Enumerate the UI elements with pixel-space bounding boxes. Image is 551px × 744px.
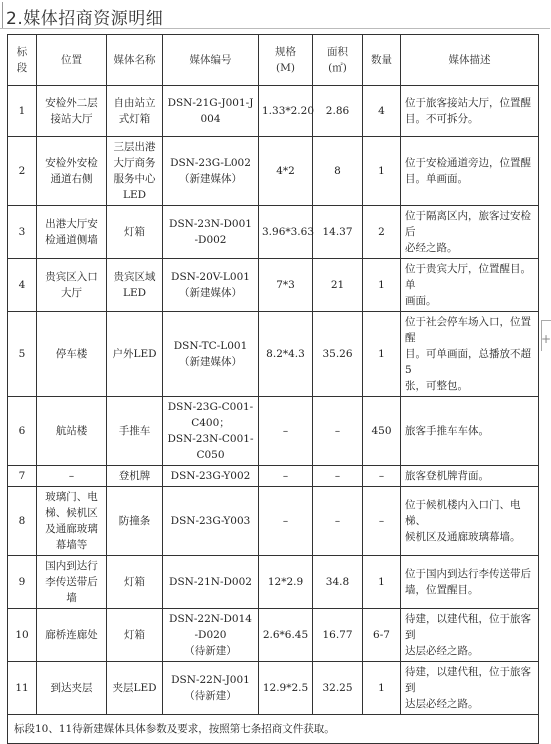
cell-line: DSN-23N-D001 (169, 218, 252, 230)
cell-line: 8.2*4.3 (266, 348, 305, 360)
cell-line: -D002 (194, 234, 227, 246)
cell-col-location (37, 206, 107, 259)
cell-line: 旅客登机牌背面。 (405, 470, 489, 482)
cell-line: 防撞条 (118, 515, 151, 527)
cell-col-area (313, 397, 363, 466)
cell-line: 4 (18, 279, 26, 291)
cell-line: DSN-23G-L002 (170, 157, 251, 169)
cell-col-media-code (163, 86, 259, 137)
cell-line: 待建，以建代租，位于旅客到 (405, 666, 531, 694)
cell-line: 004 (200, 113, 221, 125)
cell-line: 自由站立 (113, 97, 156, 109)
cell-line: 7*3 (276, 279, 295, 291)
cell-line: 媒体名称 (113, 54, 156, 66)
cell-col-area (313, 86, 363, 137)
cell-col-location (37, 259, 107, 312)
cell-line: 检通道侧墙 (45, 234, 98, 246)
cell-line: 必经之路。 (405, 242, 458, 254)
cell-line: 8 (334, 165, 341, 177)
cell-col-location (37, 86, 107, 137)
cell-line: 6 (18, 425, 26, 437)
cell-line: 灯箱 (124, 226, 145, 238)
cell-line: 10 (15, 629, 29, 641)
cell-line: 目。单画面。 (405, 173, 468, 185)
cell-col-media-name (107, 312, 163, 397)
cell-line: – (334, 470, 341, 482)
cell-line: 2.86 (325, 105, 350, 117)
table-row (8, 487, 539, 556)
cell-line: （待新建） (184, 645, 237, 657)
cell-col-spec (259, 556, 313, 609)
cell-line: 户外LED (112, 348, 157, 360)
cell-line: 服务中心 (113, 173, 156, 185)
cell-line: -D020 (194, 629, 227, 641)
cell-col-media-code (163, 662, 259, 715)
cell-col-media-name (107, 487, 163, 556)
cell-line: DSN-23N-C001- (167, 433, 254, 445)
cell-col-area (313, 609, 363, 662)
cell-line: 3.96*3.63 (262, 226, 315, 238)
cell-line: 接站大厅 (50, 113, 93, 125)
cell-line: 2 (18, 165, 26, 177)
cell-col-media-name (107, 662, 163, 715)
cell-col-quantity (363, 487, 401, 556)
header-col-area (313, 35, 363, 86)
cell-line: 16.77 (322, 629, 353, 641)
media-resource-table (7, 34, 539, 744)
cell-line: 目。不可拆分。 (405, 113, 479, 125)
cell-line: 张，可整包。 (405, 380, 468, 392)
cell-col-media-code (163, 206, 259, 259)
cell-line: 位于隔离区内，旅客过安检后 (405, 210, 531, 238)
cell-line: 数量 (371, 54, 392, 66)
cell-line: 安检外安检 (45, 157, 98, 169)
cell-line: 贵宾区域 (113, 271, 156, 283)
cell-line: 夹层LED (112, 682, 157, 694)
header-col-media-code (163, 35, 259, 86)
cell-line: 8 (18, 515, 26, 527)
cell-col-quantity (363, 206, 401, 259)
cell-line: 大厅商务 (113, 157, 156, 169)
cell-line: 位于国内到达行李传送带后 (405, 568, 531, 580)
cell-col-description (401, 206, 539, 259)
cell-col-quantity (363, 259, 401, 312)
header-col-section (8, 35, 37, 86)
cell-line: 2.6*6.45 (262, 629, 309, 641)
cell-col-location (37, 487, 107, 556)
cell-col-spec (259, 466, 313, 487)
header-col-media-name (107, 35, 163, 86)
cell-col-section (8, 556, 37, 609)
cell-line: 国内到达行 (45, 560, 98, 572)
cell-col-area (313, 487, 363, 556)
cell-line: 墙，位置醒目。 (405, 584, 479, 596)
cell-col-description (401, 259, 539, 312)
header-col-quantity (363, 35, 401, 86)
cell-col-media-name (107, 466, 163, 487)
cell-col-section (8, 206, 37, 259)
cell-col-description (401, 609, 539, 662)
cell-line: （新建媒体） (179, 173, 242, 185)
cell-line: 式灯箱 (118, 113, 151, 125)
table-note-row (8, 715, 539, 744)
cell-line: 1 (18, 105, 26, 117)
cell-line: 李传送带后 (45, 576, 98, 588)
table-note: 标段10、11待新建媒体具体参数及要求，按照第七条招商文件获取。 (8, 715, 539, 744)
cell-col-location (37, 137, 107, 206)
cell-col-quantity (363, 397, 401, 466)
cell-col-description (401, 397, 539, 466)
cell-col-quantity (363, 466, 401, 487)
cell-line: 玻璃门、电 (45, 491, 98, 503)
table-row (8, 259, 539, 312)
cell-line: 面积 (327, 46, 348, 58)
cell-line: 1 (378, 279, 385, 291)
cell-col-media-name (107, 556, 163, 609)
cell-col-media-code (163, 397, 259, 466)
cell-col-media-name (107, 206, 163, 259)
cell-line: 灯箱 (124, 629, 145, 641)
cell-col-quantity (363, 86, 401, 137)
cell-line: DSN-22N-J001 (171, 674, 250, 686)
cell-line: 画面。 (405, 295, 437, 307)
cell-col-section (8, 487, 37, 556)
cell-col-section (8, 662, 37, 715)
cell-line: 位于旅客接站大厅，位置醒 (405, 97, 531, 109)
cell-line: – (282, 470, 289, 482)
table-row (8, 556, 539, 609)
cell-col-description (401, 662, 539, 715)
cell-line: （新建媒体） (179, 356, 242, 368)
cell-col-area (313, 662, 363, 715)
cell-col-section (8, 397, 37, 466)
cell-col-media-code (163, 466, 259, 487)
cell-line: C400； (191, 417, 230, 429)
cell-line: 大厅 (61, 287, 82, 299)
cell-col-area (313, 206, 363, 259)
cell-col-media-name (107, 259, 163, 312)
table-row (8, 137, 539, 206)
cell-col-quantity (363, 556, 401, 609)
cell-line: 标 (16, 46, 28, 58)
cell-line: 4 (378, 105, 385, 117)
cell-line: 4*2 (276, 165, 295, 177)
cell-line: 1.33*2.20 (262, 105, 315, 117)
cell-line: DSN-22N-D014 (169, 613, 252, 625)
cell-line: 规格 (275, 46, 296, 58)
cell-col-description (401, 312, 539, 397)
cell-line: DSN-TC-L001 (173, 340, 248, 352)
table-row (8, 466, 539, 487)
cell-col-media-code (163, 556, 259, 609)
cell-col-area (313, 466, 363, 487)
cell-line: 450 (371, 425, 392, 437)
cell-line: LED (122, 287, 147, 299)
cell-col-location (37, 609, 107, 662)
cell-line: 达层必经之路。 (405, 698, 479, 710)
cell-line: 待建，以建代租，位于旅客到 (405, 613, 531, 641)
table-header-row (8, 35, 539, 86)
cell-col-description (401, 86, 539, 137)
cell-line: 9 (18, 576, 26, 588)
cell-line: 段 (16, 62, 28, 74)
cell-col-area (313, 556, 363, 609)
cell-line: – (282, 425, 289, 437)
cell-col-location (37, 397, 107, 466)
cell-line: 12.9*2.5 (262, 682, 309, 694)
table-row (8, 206, 539, 259)
cell-col-spec (259, 259, 313, 312)
cell-col-section (8, 609, 37, 662)
table-row (8, 312, 539, 397)
cell-col-spec (259, 137, 313, 206)
cell-line: 6-7 (373, 629, 390, 641)
cell-line: 11 (15, 682, 29, 694)
cell-line: DSN-21G-J001-J (167, 97, 254, 109)
cell-col-location (37, 466, 107, 487)
cell-line: 1 (378, 682, 385, 694)
cell-line: DSN-23G-Y003 (170, 515, 251, 527)
cell-col-area (313, 259, 363, 312)
cell-col-section (8, 259, 37, 312)
cell-col-spec (259, 609, 313, 662)
cell-line: 7 (18, 470, 26, 482)
cell-col-media-code (163, 259, 259, 312)
cell-col-media-code (163, 137, 259, 206)
cell-line: (M) (276, 62, 295, 74)
cell-line: – (378, 470, 385, 482)
cell-line: – (282, 515, 289, 527)
page-title: 2.媒体招商资源明细 (6, 9, 164, 29)
cell-col-section (8, 86, 37, 137)
cell-line: – (378, 515, 385, 527)
cell-line: 出港大厅安 (45, 218, 98, 230)
cell-col-area (313, 312, 363, 397)
cell-col-quantity (363, 662, 401, 715)
cell-line: （待新建） (184, 690, 237, 702)
cell-line: 幕墙等 (55, 539, 88, 551)
cell-line: LED (122, 189, 147, 201)
header-col-location (37, 35, 107, 86)
cell-line: 停车楼 (55, 348, 88, 360)
cell-col-description (401, 556, 539, 609)
cell-line: 通道右侧 (50, 173, 93, 185)
cell-col-location (37, 556, 107, 609)
cell-col-description (401, 137, 539, 206)
cell-line: 灯箱 (124, 576, 145, 588)
cell-line: 位于候机楼内入口门、电梯、 (405, 499, 521, 527)
cell-line: 廊桥连廊处 (45, 629, 98, 641)
cell-col-spec (259, 397, 313, 466)
cell-col-media-name (107, 137, 163, 206)
cell-line: 三层出港 (113, 141, 156, 153)
cell-line: 手推车 (118, 425, 151, 437)
cell-line: 候机区及通廊玻璃幕墙。 (405, 531, 521, 543)
cell-line: – (334, 425, 341, 437)
cell-line: 达层必经之路。 (405, 645, 479, 657)
cell-line: – (68, 470, 75, 482)
cell-col-section (8, 466, 37, 487)
cell-line: 梯、候机区 (45, 507, 98, 519)
cell-line: 目。可单画面，总播放不超5 (405, 348, 531, 376)
cell-col-media-code (163, 312, 259, 397)
cell-col-section (8, 137, 37, 206)
cell-col-media-name (107, 86, 163, 137)
cell-col-area (313, 137, 363, 206)
cell-col-quantity (363, 609, 401, 662)
cell-line: 媒体编号 (189, 54, 232, 66)
cell-line: 旅客手推车车体。 (405, 425, 489, 437)
cell-line: 位于贵宾大厅，位置醒目。单 (405, 263, 531, 291)
cell-line: 12*2.9 (267, 576, 304, 588)
cell-line: （新建媒体） (179, 287, 242, 299)
header-col-description (401, 35, 539, 86)
header-col-spec (259, 35, 313, 86)
table-row (8, 397, 539, 466)
cell-line: 32.25 (322, 682, 353, 694)
cell-line: 3 (18, 226, 26, 238)
table-row (8, 609, 539, 662)
cell-col-spec (259, 86, 313, 137)
cell-line: DSN-23G-Y002 (170, 470, 251, 482)
cell-line: 到达夹层 (50, 682, 93, 694)
cell-col-media-code (163, 609, 259, 662)
cell-line: 14.37 (322, 226, 353, 238)
cell-col-quantity (363, 137, 401, 206)
cell-col-location (37, 662, 107, 715)
cell-line: DSN-21N-D002 (169, 576, 252, 588)
cell-line: 1 (378, 576, 385, 588)
cell-line: 航站楼 (55, 425, 88, 437)
cell-line: 5 (18, 348, 26, 360)
cell-line: 1 (378, 348, 385, 360)
cell-line: DSN-20V-L001 (171, 271, 250, 283)
table-body (8, 86, 539, 744)
cell-col-spec (259, 312, 313, 397)
cell-line: DSN-23G-C001- (167, 401, 254, 413)
cell-col-section (8, 312, 37, 397)
cell-line: 及通廊玻璃 (45, 523, 98, 535)
cell-line: 34.8 (325, 576, 350, 588)
cell-col-media-code (163, 487, 259, 556)
cell-col-spec (259, 487, 313, 556)
cell-line: 登机牌 (118, 470, 151, 482)
cell-line: 墙 (66, 592, 77, 604)
table-row (8, 86, 539, 137)
cell-line: C050 (196, 449, 225, 461)
cell-line: 位于安检通道旁边，位置醒 (405, 157, 531, 169)
cell-col-location (37, 312, 107, 397)
cell-line: 21 (330, 279, 345, 291)
cell-line: 35.26 (322, 348, 353, 360)
cell-line: 2 (378, 226, 385, 238)
cell-col-spec (259, 206, 313, 259)
cell-col-quantity (363, 312, 401, 397)
cell-line: 位于社会停车场入口，位置醒 (405, 316, 531, 344)
table-row (8, 662, 539, 715)
cell-col-description (401, 487, 539, 556)
cell-line: 媒体描述 (448, 54, 491, 66)
cell-line: – (334, 515, 341, 527)
cell-line: 安检外二层 (45, 97, 98, 109)
cell-col-media-name (107, 397, 163, 466)
cell-col-spec (259, 662, 313, 715)
cell-col-media-name (107, 609, 163, 662)
cell-line: (㎡) (328, 62, 347, 74)
plus-icon: + (541, 332, 551, 346)
cell-line: 位置 (61, 54, 82, 66)
cell-line: 贵宾区入口 (45, 271, 98, 283)
top-rule (0, 28, 550, 29)
cell-line: 1 (378, 165, 385, 177)
cell-col-description (401, 466, 539, 487)
